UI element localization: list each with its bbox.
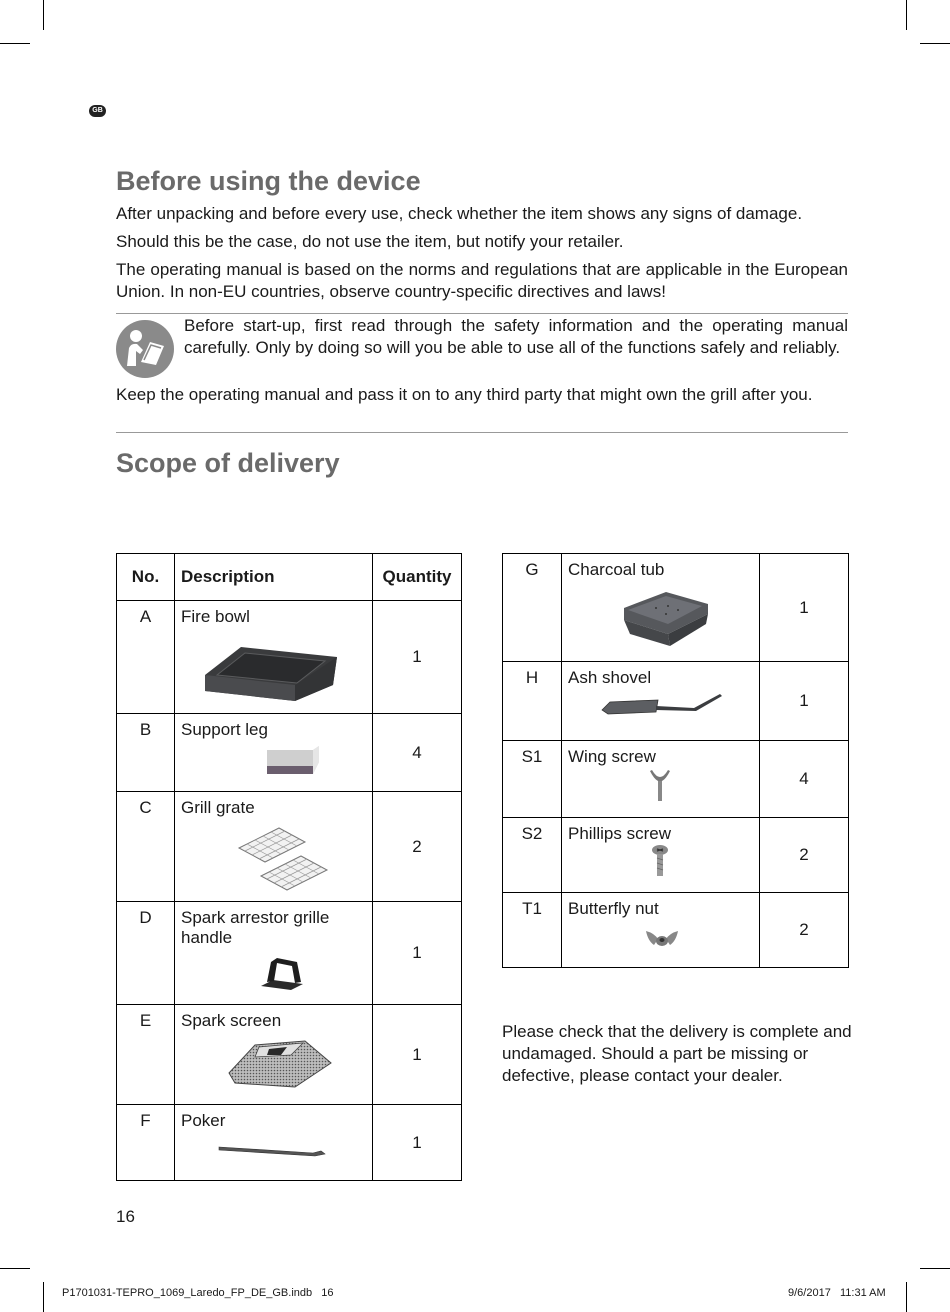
item-no: D [117,902,175,1005]
item-no: B [117,714,175,792]
item-quantity: 2 [760,893,849,968]
item-no: C [117,792,175,902]
crop-mark [920,43,950,44]
item-description [175,1005,373,1105]
safety-note: Before start-up, first read through the safety information and the operating manual carefully. Only by doing so will you be able to use all of the functions safely and reliably. [184,316,848,357]
section-title-before-use: Before using the device [116,166,421,196]
table-row [117,902,462,1005]
table-row [117,792,462,902]
item-label: Support leg [181,720,268,739]
item-quantity: 1 [373,601,462,714]
phillips-screw-icon [650,844,670,878]
item-label: Charcoal tub [568,560,665,579]
item-label: Poker [181,1111,226,1130]
item-no: A [117,601,175,714]
section-title-scope: Scope of delivery [116,448,340,478]
crop-mark [43,0,44,30]
fire-bowl-icon [201,635,341,705]
page-number: 16 [116,1207,135,1226]
delivery-table-left [116,553,462,1181]
crop-mark [920,1268,950,1269]
item-description [562,662,760,741]
item-label: Ash shovel [568,668,652,687]
table-row [503,554,849,662]
item-quantity: 1 [373,1005,462,1105]
table-row [117,1005,462,1105]
ash-shovel-icon [600,690,724,720]
item-quantity: 4 [373,714,462,792]
support-leg-icon [263,744,323,778]
item-no: S1 [503,741,562,818]
item-description [175,902,373,1005]
paragraph: Should this be the case, do not use the item, but notify your retailer. [116,232,624,251]
charcoal-tub-icon [616,584,716,650]
item-quantity: 4 [760,741,849,818]
handle-icon [257,954,307,994]
item-label: Fire bowl [181,607,250,626]
table-row [117,601,462,714]
table-header-row [117,554,462,601]
item-label: Butterfly nut [568,899,659,918]
item-no: F [117,1105,175,1181]
wing-screw-icon [648,769,672,803]
crop-mark [0,1268,30,1269]
item-no: S2 [503,818,562,893]
header-description: Description [175,554,373,601]
item-quantity: 1 [760,662,849,741]
poker-icon [217,1143,327,1159]
table-row [503,741,849,818]
header-no: No. [117,554,175,601]
paragraph: After unpacking and before every use, check whether the item shows any signs of damage. [116,204,803,223]
item-quantity: 1 [760,554,849,662]
grill-grate-icon [235,824,345,894]
table-row [117,1105,462,1181]
crop-mark [43,1282,44,1312]
item-description [562,893,760,968]
paragraph: Keep the operating manual and pass it on to any third party that might own the grill after you. [116,385,813,404]
item-description [562,741,760,818]
delivery-check-note: Please check that the delivery is complete and undamaged. Should a part be missing or defective, please contact your dealer. [502,1022,852,1085]
item-quantity: 2 [373,792,462,902]
item-quantity: 1 [373,902,462,1005]
read-manual-icon [116,320,174,378]
divider [116,432,848,433]
item-no: E [117,1005,175,1105]
language-badge: GB [89,105,106,117]
item-no: T1 [503,893,562,968]
table-row [503,893,849,968]
table-row [503,662,849,741]
header-quantity: Quantity [373,554,462,601]
delivery-table-right [502,553,849,968]
item-label: Wing screw [568,747,656,766]
spark-screen-icon [225,1033,335,1091]
item-label: Phillips screw [568,824,671,843]
item-description [562,818,760,893]
item-description [175,792,373,902]
crop-mark [906,1282,907,1312]
butterfly-nut-icon [644,927,680,949]
item-description [175,714,373,792]
item-no: H [503,662,562,741]
divider [116,313,848,314]
item-quantity: 2 [760,818,849,893]
crop-mark [0,43,30,44]
item-description [175,601,373,714]
footer-datetime: 9/6/2017 11:31 AM [788,1287,886,1299]
item-label: Spark arrestor grille handle [181,908,330,947]
paragraph: The operating manual is based on the norms and regulations that are applicable in the European Union. In non-EU countries, observe country-specific directives and laws! [116,260,848,301]
item-description [562,554,760,662]
item-no: G [503,554,562,662]
item-quantity: 1 [373,1105,462,1181]
item-label: Grill grate [181,798,255,817]
item-label: Spark screen [181,1011,282,1030]
table-row [117,714,462,792]
item-description [175,1105,373,1181]
footer-filename: P1701031-TEPRO_1069_Laredo_FP_DE_GB.indb 16 [62,1287,334,1299]
crop-mark [906,0,907,30]
table-row [503,818,849,893]
